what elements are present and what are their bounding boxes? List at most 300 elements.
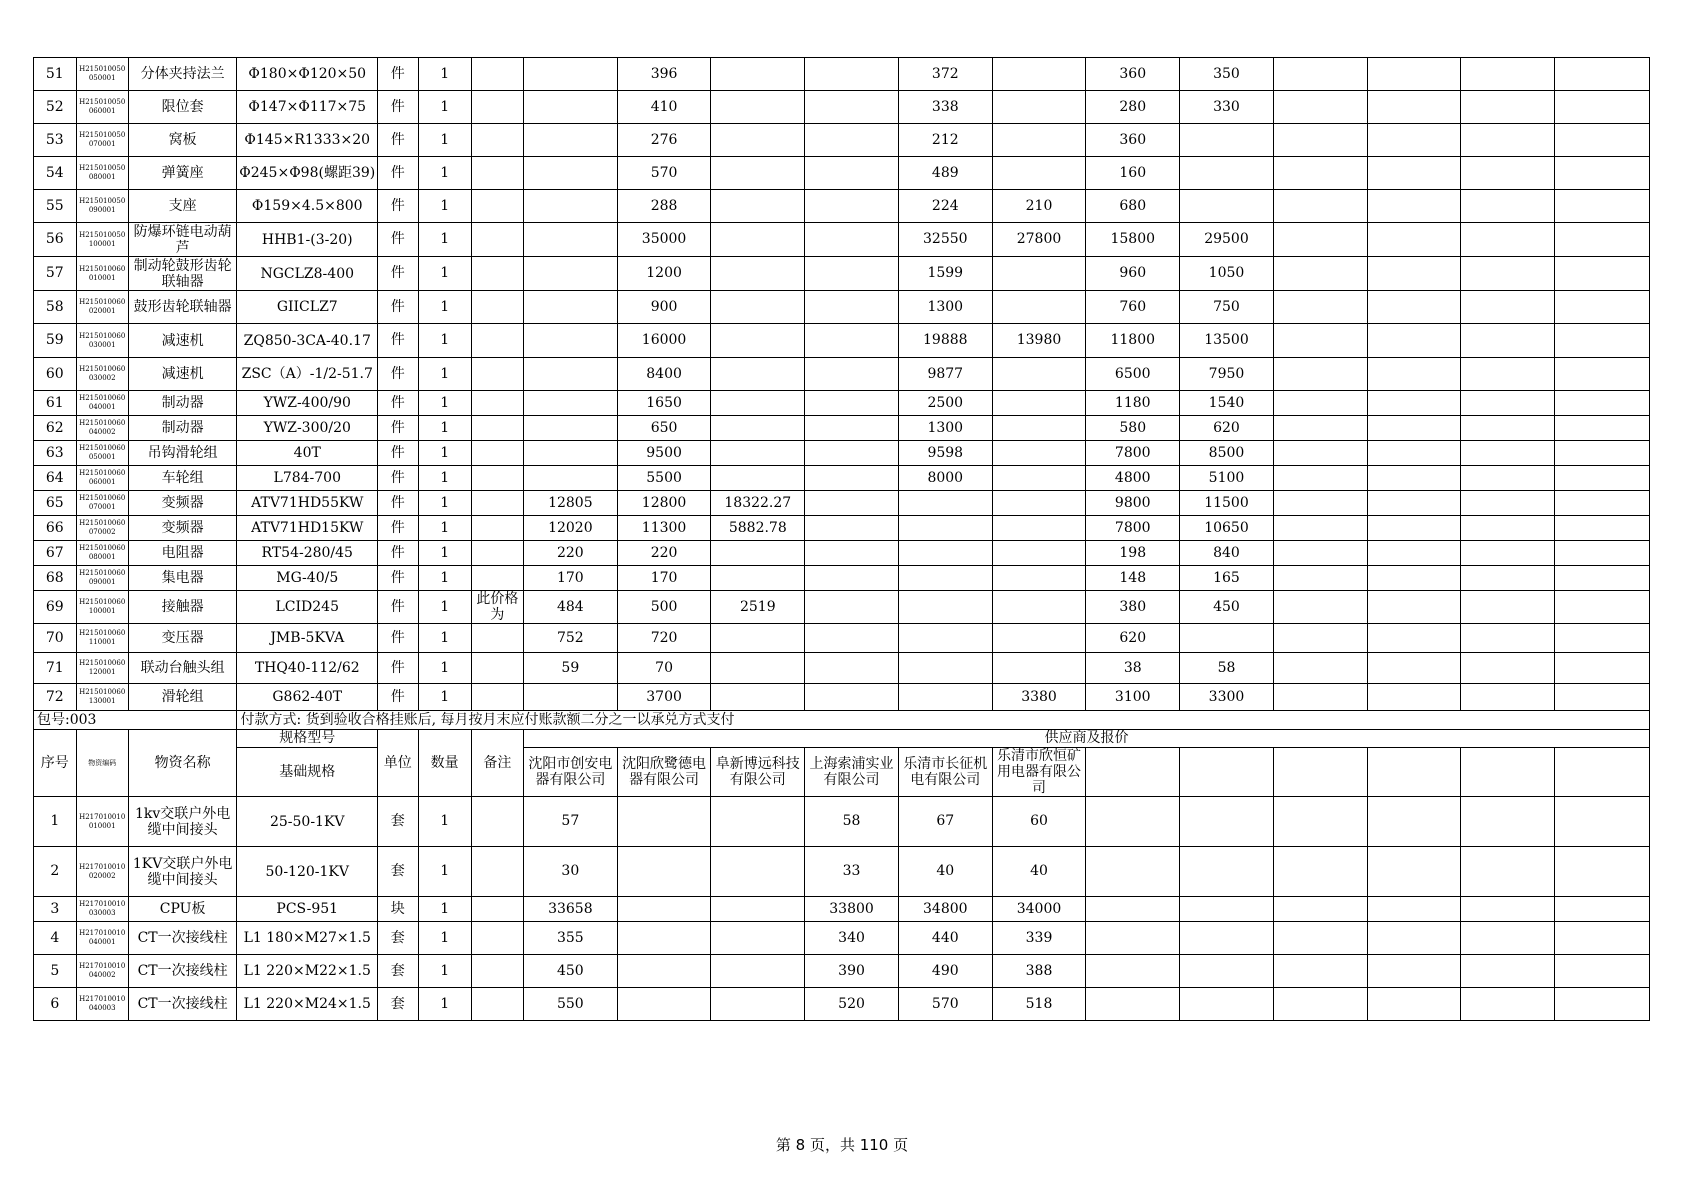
price-cell	[711, 684, 805, 711]
empty-cell	[1273, 416, 1367, 441]
empty-cell	[1273, 516, 1367, 541]
table-row	[34, 897, 1650, 922]
price-cell	[992, 516, 1086, 541]
material-name: 滑轮组	[128, 684, 237, 711]
header-qty: 数量	[418, 730, 471, 797]
price-cell: 280	[1086, 91, 1180, 124]
empty-cell	[1180, 748, 1274, 797]
material-name: 1kv交联户外电缆中间接头	[128, 797, 237, 847]
empty-cell	[1273, 391, 1367, 416]
quantity: 1	[418, 922, 471, 955]
price-cell: 9598	[898, 441, 992, 466]
note	[471, 391, 523, 416]
table-section-a	[34, 58, 1650, 711]
empty-cell	[1555, 466, 1650, 491]
row-number: 68	[34, 566, 77, 591]
empty-cell	[1555, 922, 1650, 955]
spec: L1 220×M22×1.5	[237, 955, 378, 988]
empty-cell	[1180, 797, 1274, 847]
empty-cell	[1461, 922, 1555, 955]
empty-cell	[1461, 91, 1555, 124]
material-code: H215010060030002	[76, 358, 128, 391]
spec: G862-40T	[237, 684, 378, 711]
note	[471, 988, 523, 1021]
empty-cell	[1273, 466, 1367, 491]
empty-cell	[1273, 624, 1367, 653]
material-name: 变频器	[128, 491, 237, 516]
quantity: 1	[418, 988, 471, 1021]
empty-cell	[1273, 955, 1367, 988]
price-cell	[805, 91, 899, 124]
note	[471, 653, 523, 684]
note	[471, 797, 523, 847]
quantity: 1	[418, 955, 471, 988]
table-row	[34, 541, 1650, 566]
page-footer: 第 8 页，共 110 页	[775, 1136, 909, 1154]
empty-cell	[1367, 624, 1461, 653]
price-cell	[1180, 624, 1274, 653]
price-cell: 13500	[1180, 324, 1274, 358]
row-number: 61	[34, 391, 77, 416]
material-name: 变频器	[128, 516, 237, 541]
price-cell	[523, 124, 617, 157]
empty-cell	[1555, 324, 1650, 358]
unit: 件	[378, 358, 418, 391]
price-cell: 355	[523, 922, 617, 955]
empty-cell	[1273, 58, 1367, 91]
empty-cell	[1086, 922, 1180, 955]
spec: Φ145×R1333×20	[237, 124, 378, 157]
empty-cell	[1367, 748, 1461, 797]
row-number: 56	[34, 223, 77, 257]
price-cell: 11300	[617, 516, 711, 541]
price-cell: 900	[617, 291, 711, 324]
empty-cell	[1273, 441, 1367, 466]
empty-cell	[1180, 988, 1274, 1021]
unit: 件	[378, 124, 418, 157]
price-cell: 2500	[898, 391, 992, 416]
table-row	[34, 223, 1650, 257]
spec: ZSC（A）-1/2-51.7	[237, 358, 378, 391]
price-cell	[523, 684, 617, 711]
row-number: 65	[34, 491, 77, 516]
spec: YWZ-300/20	[237, 416, 378, 441]
price-cell: 388	[992, 955, 1086, 988]
empty-cell	[1461, 124, 1555, 157]
empty-cell	[1367, 58, 1461, 91]
material-name: 制动器	[128, 416, 237, 441]
table-row	[34, 358, 1650, 391]
price-cell: 198	[1086, 541, 1180, 566]
row-number: 58	[34, 291, 77, 324]
payment-terms: 付款方式: 货到验收合格挂账后, 每月按月末应付账款额二分之一以承兑方式支付	[237, 711, 1650, 730]
empty-cell	[1555, 988, 1650, 1021]
price-cell: 170	[617, 566, 711, 591]
empty-cell	[1180, 897, 1274, 922]
price-cell	[711, 847, 805, 897]
price-cell	[805, 624, 899, 653]
empty-cell	[1461, 223, 1555, 257]
row-number: 6	[34, 988, 77, 1021]
price-cell	[805, 491, 899, 516]
spec: 25-50-1KV	[237, 797, 378, 847]
price-cell: 680	[1086, 190, 1180, 223]
row-number: 3	[34, 897, 77, 922]
empty-cell	[1367, 291, 1461, 324]
price-cell	[805, 391, 899, 416]
price-cell	[805, 157, 899, 190]
empty-cell	[1461, 391, 1555, 416]
price-cell	[898, 591, 992, 624]
note	[471, 190, 523, 223]
price-cell: 212	[898, 124, 992, 157]
price-cell: 18322.27	[711, 491, 805, 516]
material-code: H215010060100001	[76, 591, 128, 624]
supplier-name: 乐清市长征机电有限公司	[898, 748, 992, 797]
material-name: 制动轮鼓形齿轮联轴器	[128, 257, 237, 291]
price-cell: 1300	[898, 291, 992, 324]
price-cell	[523, 157, 617, 190]
price-cell	[711, 190, 805, 223]
unit: 件	[378, 190, 418, 223]
material-name: 支座	[128, 190, 237, 223]
price-cell: 8500	[1180, 441, 1274, 466]
price-cell: 2519	[711, 591, 805, 624]
empty-cell	[1273, 566, 1367, 591]
empty-cell	[1367, 541, 1461, 566]
spec: NGCLZ8-400	[237, 257, 378, 291]
row-number: 69	[34, 591, 77, 624]
note	[471, 324, 523, 358]
unit: 件	[378, 324, 418, 358]
price-cell: 1300	[898, 416, 992, 441]
empty-cell	[1555, 566, 1650, 591]
row-number: 5	[34, 955, 77, 988]
empty-cell	[1461, 541, 1555, 566]
price-cell: 1050	[1180, 257, 1274, 291]
material-code: H215010060060001	[76, 466, 128, 491]
empty-cell	[1086, 797, 1180, 847]
empty-cell	[1273, 591, 1367, 624]
empty-cell	[1180, 847, 1274, 897]
price-cell: 620	[1086, 624, 1180, 653]
price-cell	[805, 516, 899, 541]
material-code: H217010010040002	[76, 955, 128, 988]
price-cell	[992, 157, 1086, 190]
table-row	[34, 58, 1650, 91]
table-row	[34, 653, 1650, 684]
quantity: 1	[418, 897, 471, 922]
empty-cell	[1461, 847, 1555, 897]
empty-cell	[1273, 257, 1367, 291]
price-cell: 210	[992, 190, 1086, 223]
table-row	[34, 566, 1650, 591]
table-row	[34, 190, 1650, 223]
empty-cell	[1555, 847, 1650, 897]
price-cell: 160	[1086, 157, 1180, 190]
row-number: 54	[34, 157, 77, 190]
package-header	[34, 711, 1650, 797]
empty-cell	[1273, 190, 1367, 223]
unit: 件	[378, 223, 418, 257]
price-cell	[805, 124, 899, 157]
note	[471, 91, 523, 124]
unit: 套	[378, 955, 418, 988]
empty-cell	[1086, 897, 1180, 922]
price-cell: 450	[1180, 591, 1274, 624]
price-cell	[711, 653, 805, 684]
header-no: 序号	[34, 730, 77, 797]
price-cell	[992, 58, 1086, 91]
price-cell	[711, 391, 805, 416]
table-section-b	[34, 797, 1650, 1021]
price-cell: 350	[1180, 58, 1274, 91]
price-cell	[711, 466, 805, 491]
material-name: 弹簧座	[128, 157, 237, 190]
price-cell: 330	[1180, 91, 1274, 124]
price-cell: 410	[617, 91, 711, 124]
price-cell	[1180, 157, 1274, 190]
spec: MG-40/5	[237, 566, 378, 591]
empty-cell	[1367, 797, 1461, 847]
spec: Φ147×Φ117×75	[237, 91, 378, 124]
empty-cell	[1180, 955, 1274, 988]
quantity: 1	[418, 541, 471, 566]
price-cell: 1180	[1086, 391, 1180, 416]
empty-cell	[1367, 190, 1461, 223]
price-cell	[711, 91, 805, 124]
material-code: H215010060120001	[76, 653, 128, 684]
price-cell: 9877	[898, 358, 992, 391]
empty-cell	[1273, 847, 1367, 897]
price-cell	[805, 324, 899, 358]
price-cell: 57	[523, 797, 617, 847]
empty-cell	[1555, 291, 1650, 324]
empty-cell	[1555, 955, 1650, 988]
price-cell: 33	[805, 847, 899, 897]
supplier-name: 乐清市欣恒矿用电器有限公司	[992, 748, 1086, 797]
material-name: 制动器	[128, 391, 237, 416]
price-cell: 484	[523, 591, 617, 624]
empty-cell	[1555, 624, 1650, 653]
empty-cell	[1086, 988, 1180, 1021]
empty-cell	[1273, 897, 1367, 922]
note	[471, 897, 523, 922]
empty-cell	[1461, 684, 1555, 711]
empty-cell	[1367, 516, 1461, 541]
unit: 件	[378, 391, 418, 416]
empty-cell	[1367, 91, 1461, 124]
price-cell: 13980	[992, 324, 1086, 358]
material-name: CT一次接线柱	[128, 988, 237, 1021]
spec: THQ40-112/62	[237, 653, 378, 684]
note	[471, 157, 523, 190]
price-cell: 38	[1086, 653, 1180, 684]
price-cell: 8000	[898, 466, 992, 491]
unit: 套	[378, 922, 418, 955]
price-cell: 33658	[523, 897, 617, 922]
price-cell: 34000	[992, 897, 1086, 922]
price-cell	[992, 491, 1086, 516]
empty-cell	[1273, 653, 1367, 684]
price-cell	[711, 324, 805, 358]
quantity: 1	[418, 797, 471, 847]
price-cell: 7950	[1180, 358, 1274, 391]
material-name: 鼓形齿轮联轴器	[128, 291, 237, 324]
material-code: H217010010010001	[76, 797, 128, 847]
price-cell	[992, 466, 1086, 491]
note	[471, 223, 523, 257]
empty-cell	[1273, 797, 1367, 847]
price-cell: 570	[898, 988, 992, 1021]
quantity: 1	[418, 190, 471, 223]
row-number: 60	[34, 358, 77, 391]
price-cell	[523, 291, 617, 324]
unit: 件	[378, 58, 418, 91]
unit: 件	[378, 466, 418, 491]
price-cell: 220	[617, 541, 711, 566]
price-cell: 440	[898, 922, 992, 955]
price-cell	[992, 653, 1086, 684]
price-cell: 12020	[523, 516, 617, 541]
price-cell: 760	[1086, 291, 1180, 324]
material-name: 减速机	[128, 358, 237, 391]
header-code: 物资编码	[76, 730, 128, 797]
price-cell: 9500	[617, 441, 711, 466]
empty-cell	[1367, 847, 1461, 897]
empty-cell	[1555, 541, 1650, 566]
price-cell	[711, 157, 805, 190]
header-name: 物资名称	[128, 730, 237, 797]
price-cell	[805, 416, 899, 441]
price-cell: 750	[1180, 291, 1274, 324]
table-row	[34, 441, 1650, 466]
note	[471, 516, 523, 541]
price-cell: 67	[898, 797, 992, 847]
note	[471, 124, 523, 157]
empty-cell	[1555, 391, 1650, 416]
price-cell	[992, 566, 1086, 591]
price-cell: 70	[617, 653, 711, 684]
row-number: 72	[34, 684, 77, 711]
supplier-name: 阜新博远科技有限公司	[711, 748, 805, 797]
empty-cell	[1273, 223, 1367, 257]
empty-cell	[1555, 190, 1650, 223]
price-cell	[523, 324, 617, 358]
price-cell: 3100	[1086, 684, 1180, 711]
empty-cell	[1086, 955, 1180, 988]
table-row	[34, 466, 1650, 491]
price-cell: 27800	[992, 223, 1086, 257]
note: 此价格为	[471, 591, 523, 624]
empty-cell	[1461, 466, 1555, 491]
empty-cell	[1555, 223, 1650, 257]
empty-cell	[1461, 653, 1555, 684]
spec: Φ159×4.5×800	[237, 190, 378, 223]
price-cell: 3300	[1180, 684, 1274, 711]
price-cell	[523, 466, 617, 491]
price-cell	[805, 466, 899, 491]
header-unit: 单位	[378, 730, 418, 797]
price-cell: 12800	[617, 491, 711, 516]
spec: ZQ850-3CA-40.17	[237, 324, 378, 358]
table-row	[34, 797, 1650, 847]
price-cell	[898, 653, 992, 684]
empty-cell	[1180, 922, 1274, 955]
price-cell: 19888	[898, 324, 992, 358]
material-name: 吊钩滑轮组	[128, 441, 237, 466]
price-cell: 8400	[617, 358, 711, 391]
quantity: 1	[418, 91, 471, 124]
price-cell: 220	[523, 541, 617, 566]
material-code: H215010060080001	[76, 541, 128, 566]
price-cell: 500	[617, 591, 711, 624]
price-cell: 224	[898, 190, 992, 223]
price-cell: 11800	[1086, 324, 1180, 358]
material-code: H215010060020001	[76, 291, 128, 324]
empty-cell	[1555, 684, 1650, 711]
price-cell	[711, 257, 805, 291]
empty-cell	[1555, 257, 1650, 291]
empty-cell	[1367, 324, 1461, 358]
material-code: H215010050080001	[76, 157, 128, 190]
empty-cell	[1461, 291, 1555, 324]
quantity: 1	[418, 223, 471, 257]
row-number: 66	[34, 516, 77, 541]
material-code: H215010050070001	[76, 124, 128, 157]
empty-cell	[1273, 157, 1367, 190]
price-cell	[898, 566, 992, 591]
note	[471, 955, 523, 988]
price-cell	[523, 358, 617, 391]
material-code: H217010010020002	[76, 847, 128, 897]
empty-cell	[1555, 797, 1650, 847]
table-row	[34, 491, 1650, 516]
material-name: 防爆环链电动葫芦	[128, 223, 237, 257]
price-cell: 720	[617, 624, 711, 653]
row-number: 52	[34, 91, 77, 124]
unit: 件	[378, 684, 418, 711]
price-cell	[617, 897, 711, 922]
empty-cell	[1367, 257, 1461, 291]
header-note: 备注	[471, 730, 523, 797]
empty-cell	[1367, 391, 1461, 416]
empty-cell	[1555, 653, 1650, 684]
price-cell: 570	[617, 157, 711, 190]
material-code: H215010060090001	[76, 566, 128, 591]
table-row	[34, 324, 1650, 358]
price-cell: 490	[898, 955, 992, 988]
price-cell: 60	[992, 797, 1086, 847]
empty-cell	[1273, 324, 1367, 358]
price-cell	[711, 624, 805, 653]
price-cell: 1650	[617, 391, 711, 416]
price-cell	[711, 58, 805, 91]
price-cell: 338	[898, 91, 992, 124]
table-row	[34, 291, 1650, 324]
price-cell: 7800	[1086, 516, 1180, 541]
note	[471, 922, 523, 955]
price-cell	[805, 441, 899, 466]
quantity: 1	[418, 516, 471, 541]
price-cell	[992, 591, 1086, 624]
supplier-name: 沈阳欣鹭德电器有限公司	[617, 748, 711, 797]
price-cell: 840	[1180, 541, 1274, 566]
price-cell	[992, 291, 1086, 324]
price-cell	[805, 541, 899, 566]
price-cell	[617, 797, 711, 847]
empty-cell	[1367, 223, 1461, 257]
